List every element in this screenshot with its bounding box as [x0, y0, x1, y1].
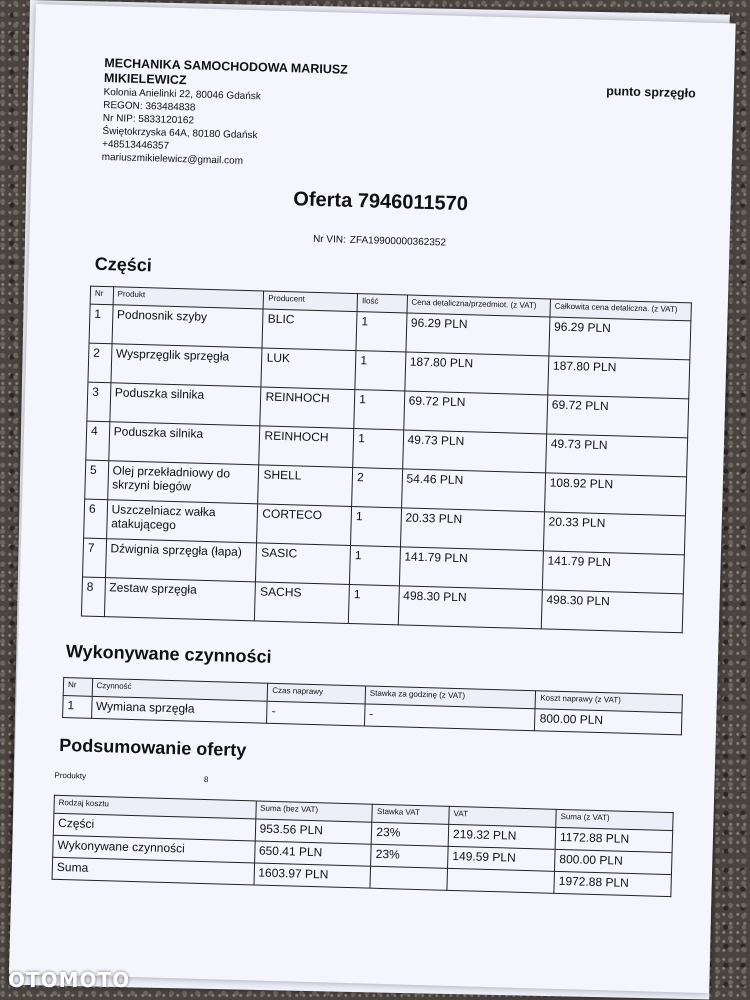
part-total-price: 108.92 PLN [544, 473, 686, 516]
work-rate: - [364, 704, 535, 731]
part-product: Zestaw sprzęgła [104, 578, 256, 621]
work-activity: Wymiana sprzęgła [91, 696, 267, 723]
part-total-price: 96.29 PLN [549, 317, 691, 360]
vin-label: Nr VIN: [312, 233, 346, 246]
work-table [62, 677, 683, 735]
products-label: Produkty [54, 770, 87, 781]
summary-type: Części [53, 813, 255, 841]
work-header-rate: Stawka za godzinę (z VAT) [365, 686, 536, 709]
part-nr: 2 [88, 343, 112, 383]
part-qty: 1 [354, 390, 405, 430]
company-address: Kolonia Anielinki 22, 80046 Gdańsk [103, 86, 261, 103]
part-nr: 4 [86, 421, 110, 461]
company-name: MECHANIKA SAMOCHODOWA MARIUSZ MIKIELEWICZ [103, 55, 348, 88]
part-product: Uszczelniacz wałka atakującego [106, 500, 258, 543]
summary-net: 650.41 PLN [254, 841, 371, 866]
part-qty: 1 [356, 312, 407, 352]
vin-value: ZFA19900000362352 [349, 234, 447, 249]
part-nr: 1 [89, 304, 113, 344]
part-unit-price: 20.33 PLN [400, 508, 544, 551]
parts-header-total-price: Całkowita cena detaliczna. (z VAT) [550, 299, 692, 321]
part-producer: REINHOCH [260, 387, 355, 429]
part-producer: BLIC [262, 309, 357, 351]
part-qty: 1 [348, 584, 399, 624]
summary-type: Wykonywane czynności [53, 835, 255, 863]
part-total-price: 20.33 PLN [543, 512, 685, 555]
part-nr: 3 [87, 382, 111, 422]
offer-document [9, 4, 736, 993]
part-product: Poduszka silnika [108, 422, 260, 465]
company-nip: Nr NIP: 5833120162 [102, 112, 195, 127]
part-product: Podnosnik szyby [112, 305, 264, 348]
summary-net: 1603.97 PLN [253, 863, 370, 888]
summary-net: 953.56 PLN [255, 819, 372, 844]
work-time: - [267, 701, 365, 726]
products-count: 8 [203, 774, 209, 785]
parts-heading: Części [94, 253, 153, 276]
part-product: Olej przekładniowy do skrzyni biegów [107, 461, 259, 504]
part-nr: 7 [83, 538, 107, 578]
summary-header-gross: Suma (z VAT) [556, 809, 673, 830]
part-product: Dźwignia sprzęgła (łapa) [105, 539, 257, 582]
part-unit-price: 141.79 PLN [399, 547, 543, 590]
work-header-time: Czas naprawy [268, 683, 366, 704]
work-heading: Wykonywane czynności [65, 641, 272, 667]
offer-title: Oferta 7946011570 [293, 188, 469, 216]
work-header-cost: Koszt naprawy (z VAT) [535, 691, 682, 713]
summary-gross: 800.00 PLN [555, 849, 673, 874]
parts-header-nr: Nr [90, 286, 113, 305]
product-tag: punto sprzęgło [606, 83, 696, 101]
part-product: Poduszka silnika [110, 383, 262, 426]
work-cost: 800.00 PLN [535, 709, 682, 735]
part-producer: SACHS [255, 582, 350, 624]
summary-vat-rate [370, 866, 447, 890]
parts-table [81, 286, 692, 634]
parts-header-qty: Ilość [357, 294, 407, 313]
company-regon: REGON: 363484838 [103, 99, 196, 114]
summary-gross: 1172.88 PLN [555, 827, 673, 852]
part-producer: LUK [261, 348, 356, 390]
part-total-price: 141.79 PLN [542, 551, 684, 594]
work-header-activity: Czynność [92, 678, 268, 701]
vin-line [29, 226, 729, 257]
part-producer: REINHOCH [259, 426, 354, 468]
summary-header-vat: VAT [449, 806, 556, 827]
company-phone: +48513446357 [101, 138, 170, 152]
part-producer: CORTECO [257, 504, 352, 546]
part-producer: SHELL [258, 465, 353, 507]
summary-vat-rate: 23% [372, 822, 449, 846]
summary-vat: 149.59 PLN [448, 846, 556, 871]
otomoto-watermark: OTOMOTO [8, 968, 131, 992]
part-nr: 5 [85, 460, 109, 500]
summary-vat-rate: 23% [371, 844, 448, 868]
part-qty: 1 [353, 429, 404, 469]
part-total-price: 498.30 PLN [541, 590, 683, 633]
part-total-price: 49.73 PLN [546, 434, 688, 477]
part-producer: SASIC [256, 543, 351, 585]
part-nr: 6 [84, 499, 108, 539]
work-header-nr: Nr [63, 678, 92, 697]
summary-header-type: Rodzaj kosztu [54, 795, 256, 819]
part-qty: 2 [352, 468, 403, 508]
company-address-2: Świętokrzyska 64A, 80180 Gdańsk [102, 125, 258, 142]
part-unit-price: 498.30 PLN [398, 586, 542, 629]
summary-vat [447, 868, 555, 893]
part-total-price: 69.72 PLN [547, 395, 689, 438]
part-nr: 8 [81, 577, 105, 617]
part-qty: 1 [350, 545, 401, 585]
summary-table [52, 795, 674, 897]
part-qty: 1 [351, 507, 402, 547]
parts-header-unit-price: Cena detaliczna/przedmiot. (z VAT) [407, 295, 551, 317]
summary-header-vat-rate: Stawka VAT [372, 804, 449, 824]
part-unit-price: 69.72 PLN [403, 391, 547, 434]
summary-gross: 1972.88 PLN [554, 871, 672, 896]
part-unit-price: 54.46 PLN [401, 469, 545, 512]
part-product: Wysprzęglik sprzęgła [111, 344, 263, 387]
products-count-line [54, 771, 208, 784]
parts-header-producer: Producent [264, 291, 358, 312]
part-unit-price: 49.73 PLN [402, 430, 546, 473]
summary-header-net: Suma (bez VAT) [255, 801, 372, 822]
part-qty: 1 [355, 351, 406, 391]
summary-type: Suma [52, 857, 254, 885]
work-nr: 1 [63, 696, 92, 719]
company-email: mariuszmikielewicz@gmail.com [101, 151, 244, 167]
part-unit-price: 96.29 PLN [406, 313, 550, 356]
parts-header-product: Produkt [113, 287, 264, 309]
company-info [102, 56, 395, 172]
summary-heading: Podsumowanie oferty [59, 734, 247, 761]
summary-vat: 219.32 PLN [448, 824, 556, 849]
part-total-price: 187.80 PLN [548, 356, 690, 399]
part-unit-price: 187.80 PLN [404, 352, 548, 395]
